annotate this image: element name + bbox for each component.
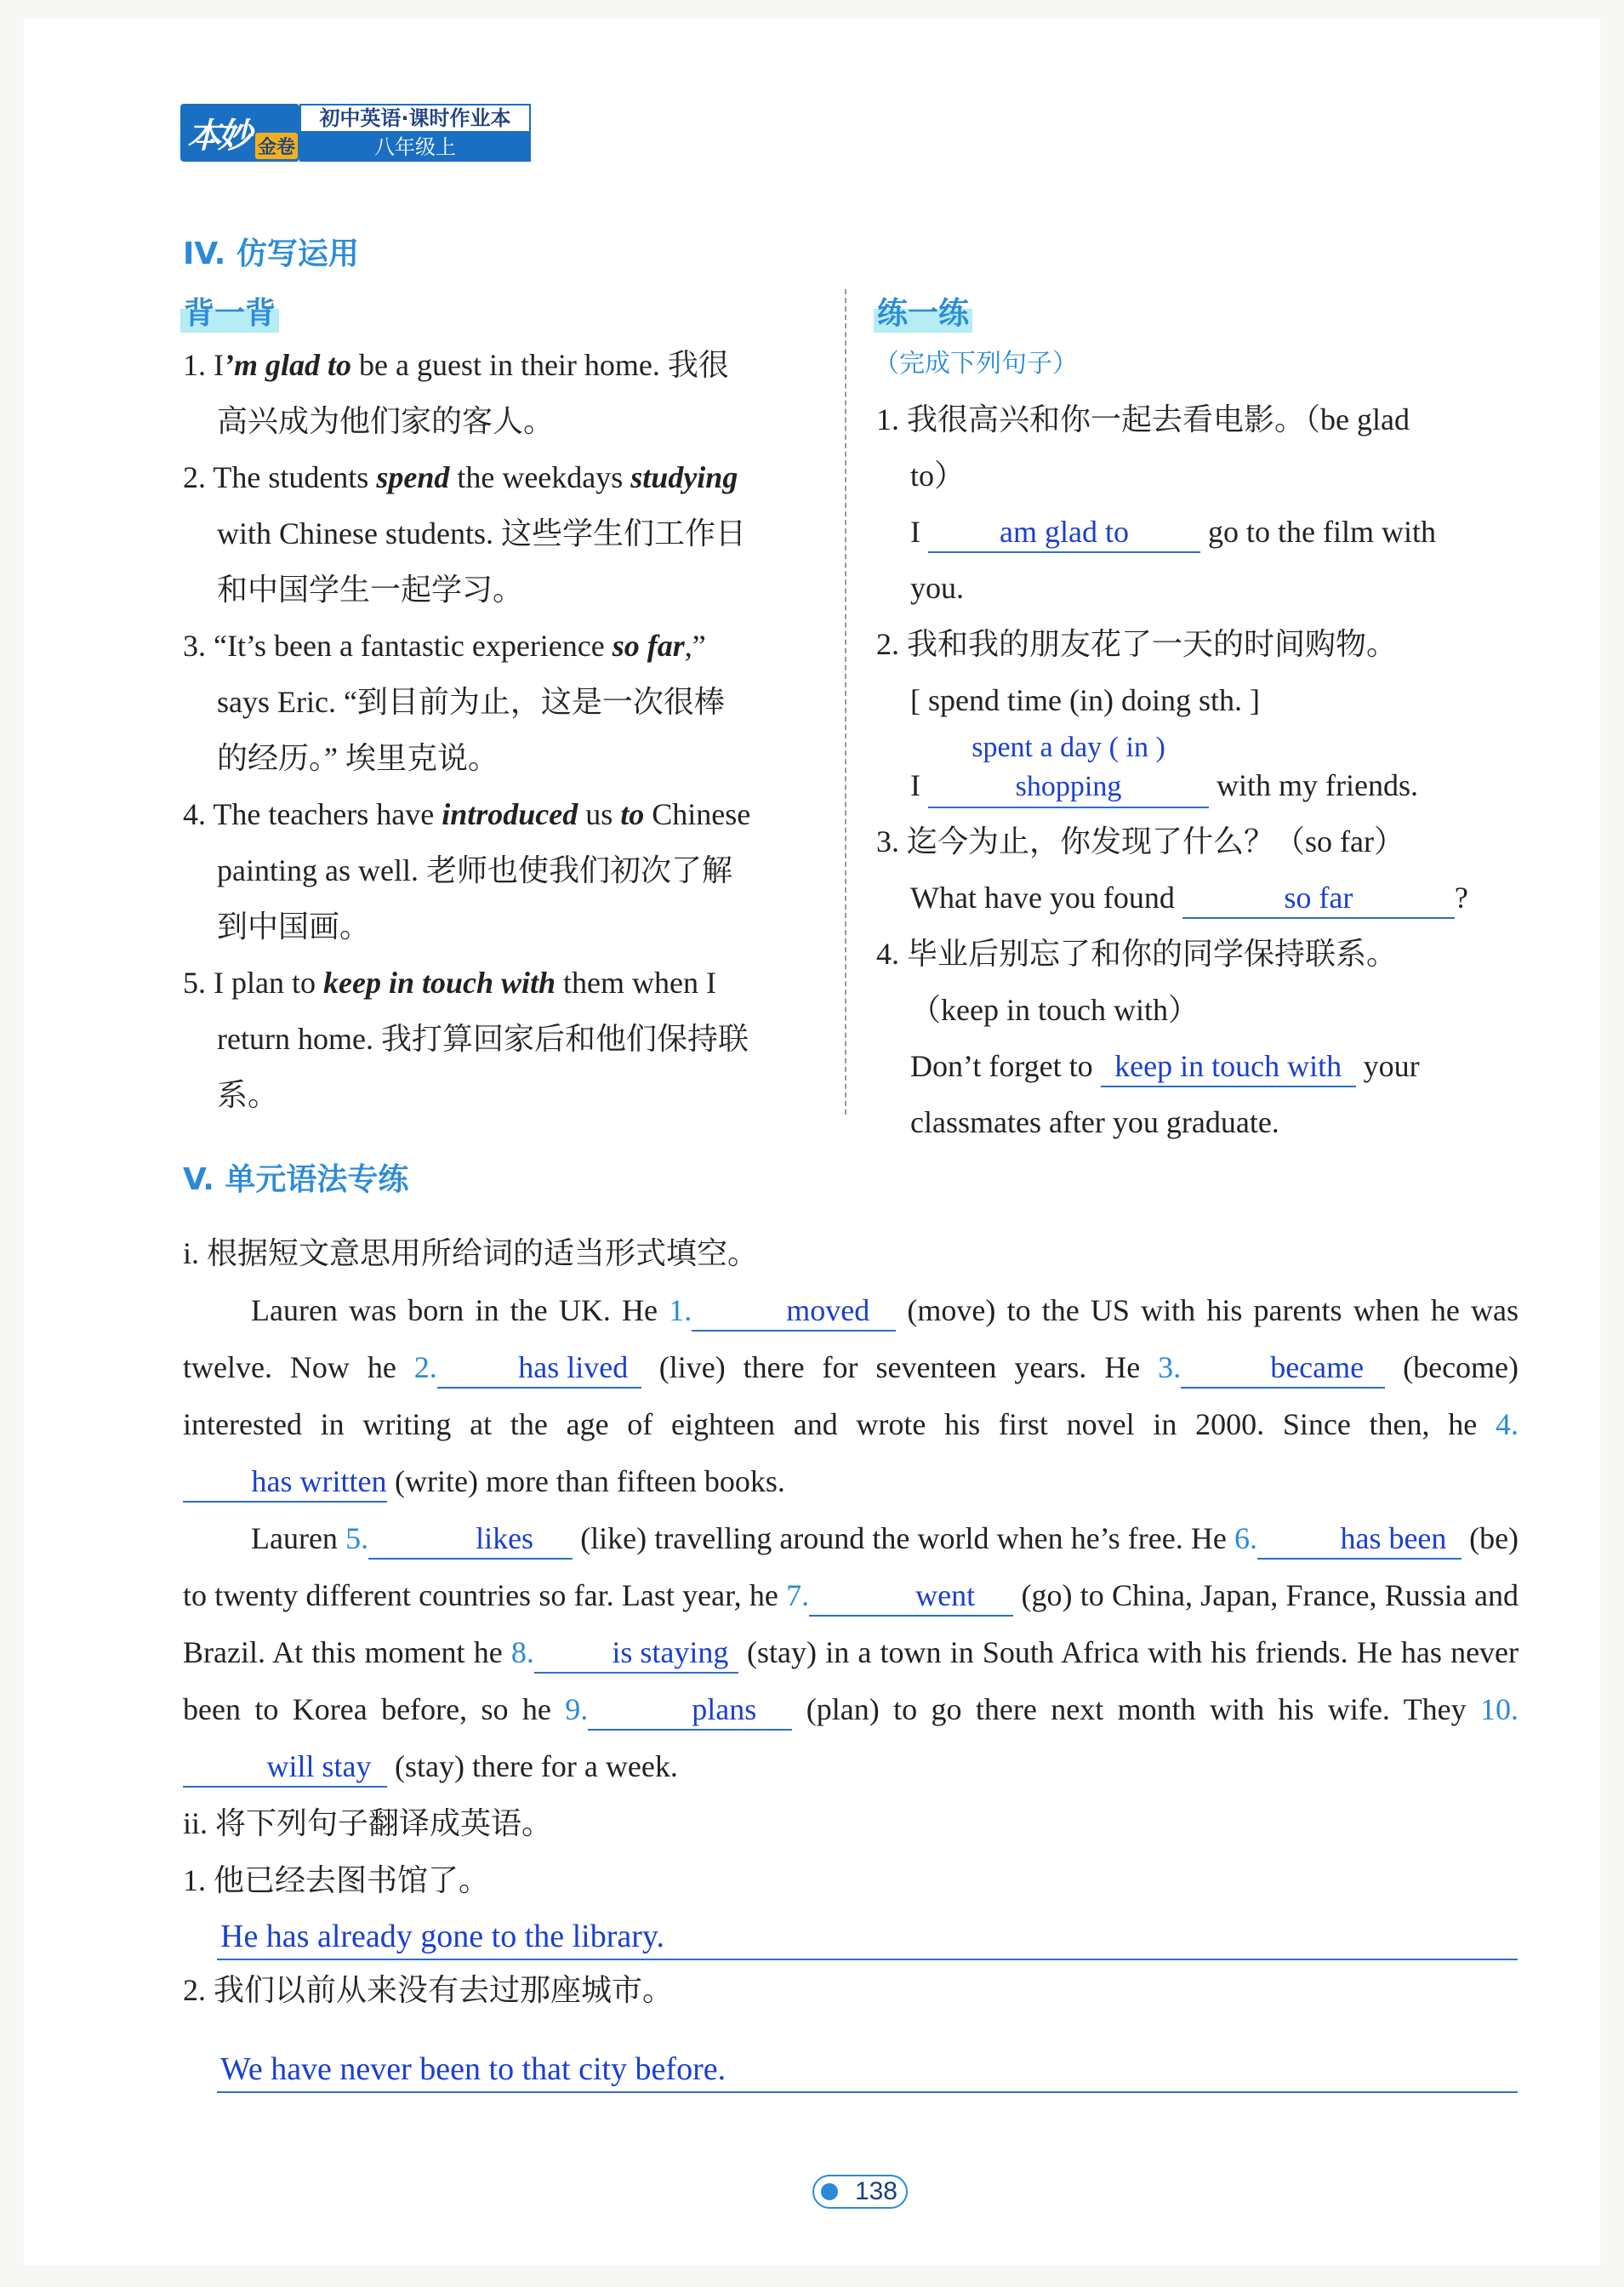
question-1-cont: to）	[910, 459, 966, 493]
question-4-hint: （keep in touch with）	[910, 993, 1199, 1027]
list-item: 2. The students spend the weekdays studying	[183, 460, 738, 494]
section-4-title: IV. 仿写运用	[183, 237, 359, 271]
answer-blank[interactable]: has been	[1257, 1519, 1462, 1560]
list-item: 3. “It’s been a fantastic experience so far,”	[183, 629, 706, 663]
list-item: 5. I plan to keep in touch with them when I	[183, 966, 716, 1000]
list-item-cont: 高兴成为他们家的客人。	[217, 404, 555, 438]
question-4-fill: Don’t forget to keep in touch with your	[876, 1038, 1531, 1094]
question-1-fill-cont: you.	[910, 571, 964, 605]
question-4: 4. 毕业后别忘了和你的同学保持联系。	[876, 937, 1398, 971]
practice-list	[876, 391, 1531, 1150]
column-divider	[845, 289, 846, 1115]
list-item-cont: 到中国画。	[217, 910, 371, 944]
answer-blank[interactable]: keep in touch with	[1101, 1047, 1356, 1087]
part-1-title: i. 根据短文意思用所给词的适当形式填空。	[183, 1236, 759, 1270]
answer-blank[interactable]: is staying	[534, 1633, 738, 1674]
translation-2-answer[interactable]: We have never been to that city before.	[217, 2047, 1518, 2093]
answer-blank[interactable]: became	[1181, 1348, 1385, 1389]
list-item-cont: 和中国学生一起学习。	[217, 573, 524, 607]
answer-blank[interactable]: has written	[183, 1462, 387, 1503]
question-3-fill: What have you found so far ?	[876, 870, 1531, 926]
passage-paragraph-1: Lauren was born in the UK. He 1. moved (move) to the US with his parents when he was twelve. Now he 2. has lived (live) there for seventeen years. He 3. became (become) interested in writing at the age of eighteen and wrote his first novel in 2000. Since then, he 4.has written (write) more than fifteen books.	[183, 1282, 1519, 1510]
brand-sub: 金卷	[255, 133, 298, 159]
page-number: 138	[812, 2175, 908, 2209]
list-item-cont: says Eric. “到目前为止，这是一次很棒	[217, 685, 725, 719]
right-hint: （完成下列句子）	[874, 349, 1078, 379]
question-2: 2. 我和我的朋友花了一天的时间购物。	[876, 627, 1398, 661]
translation-2-prompt: 2. 我们以前从来没有去过那座城市。	[183, 1973, 674, 2007]
question-4-fill-cont: classmates after you graduate.	[910, 1105, 1279, 1139]
section-5-title: V. 单元语法专练	[183, 1162, 409, 1197]
brand-mark	[180, 104, 299, 162]
answer-blank[interactable]: am glad to	[928, 512, 1200, 553]
question-1-fill: I am glad to go to the film with	[876, 504, 1531, 560]
book-logo	[180, 104, 538, 162]
list-item-cont: 系。	[217, 1078, 279, 1112]
answer-blank[interactable]: has lived	[437, 1348, 641, 1389]
book-title-box	[299, 104, 538, 162]
list-item-cont: return home. 我打算回家后和他们保持联	[217, 1022, 749, 1056]
part-2-title: ii. 将下列句子翻译成英语。	[183, 1806, 553, 1840]
answer-blank[interactable]: moved	[692, 1291, 896, 1332]
answer-blank[interactable]: spent a day ( in ) shopping	[928, 728, 1209, 808]
grammar-passage	[183, 1225, 1519, 1909]
right-heading: 练一练	[874, 289, 972, 333]
answer-blank[interactable]: likes	[368, 1519, 573, 1560]
question-3: 3. 迄今为止，你发现了什么？（so far）	[876, 824, 1405, 858]
passage-paragraph-2: Lauren 5. likes (like) travelling around the world when he’s free. He 6. has been (be) to twenty different countries so far. Last year, he 7. went (go) to China, Japan, France, Russia and Brazil. At this moment he 8. is staying (stay) in a town in South Africa with his friends. He has never been to Korea before, so he 9. plans (plan) to go there next month with his wife. They 10.will stay (stay) there for a week.	[183, 1510, 1519, 1795]
answer-blank[interactable]: so far	[1182, 878, 1455, 919]
list-item-cont: with Chinese students. 这些学生们工作日	[217, 516, 746, 550]
grade-label: 八年级上	[299, 133, 531, 162]
memorize-list	[183, 337, 821, 1123]
left-heading: 背一背	[180, 289, 279, 333]
question-2-hint: [ spend time (in) doing sth. ]	[910, 683, 1260, 717]
translation-1-answer[interactable]: He has already gone to the library.	[217, 1914, 1518, 1960]
list-item: 1. I’m glad to be a guest in their home. 我很	[183, 348, 729, 382]
answer-blank[interactable]: plans	[588, 1690, 792, 1731]
book-title: 初中英语·课时作业本	[299, 104, 531, 133]
list-item: 4. The teachers have introduced us to Chinese	[183, 797, 751, 831]
list-item-cont: 的经历。” 埃里克说。	[217, 741, 499, 775]
list-item-cont: painting as well. 老师也使我们初次了解	[217, 853, 732, 887]
answer-blank[interactable]: will stay	[183, 1747, 387, 1788]
brand-name: 本妙	[187, 116, 248, 156]
translation-1-prompt: 1. 他已经去图书馆了。	[183, 1863, 490, 1897]
page-dot-icon	[821, 2183, 838, 2200]
answer-blank[interactable]: went	[809, 1576, 1013, 1617]
question-2-fill: I spent a day ( in ) shopping with my friends.	[876, 728, 1531, 813]
question-1: 1. 我很高兴和你一起去看电影。（be glad	[876, 402, 1410, 436]
